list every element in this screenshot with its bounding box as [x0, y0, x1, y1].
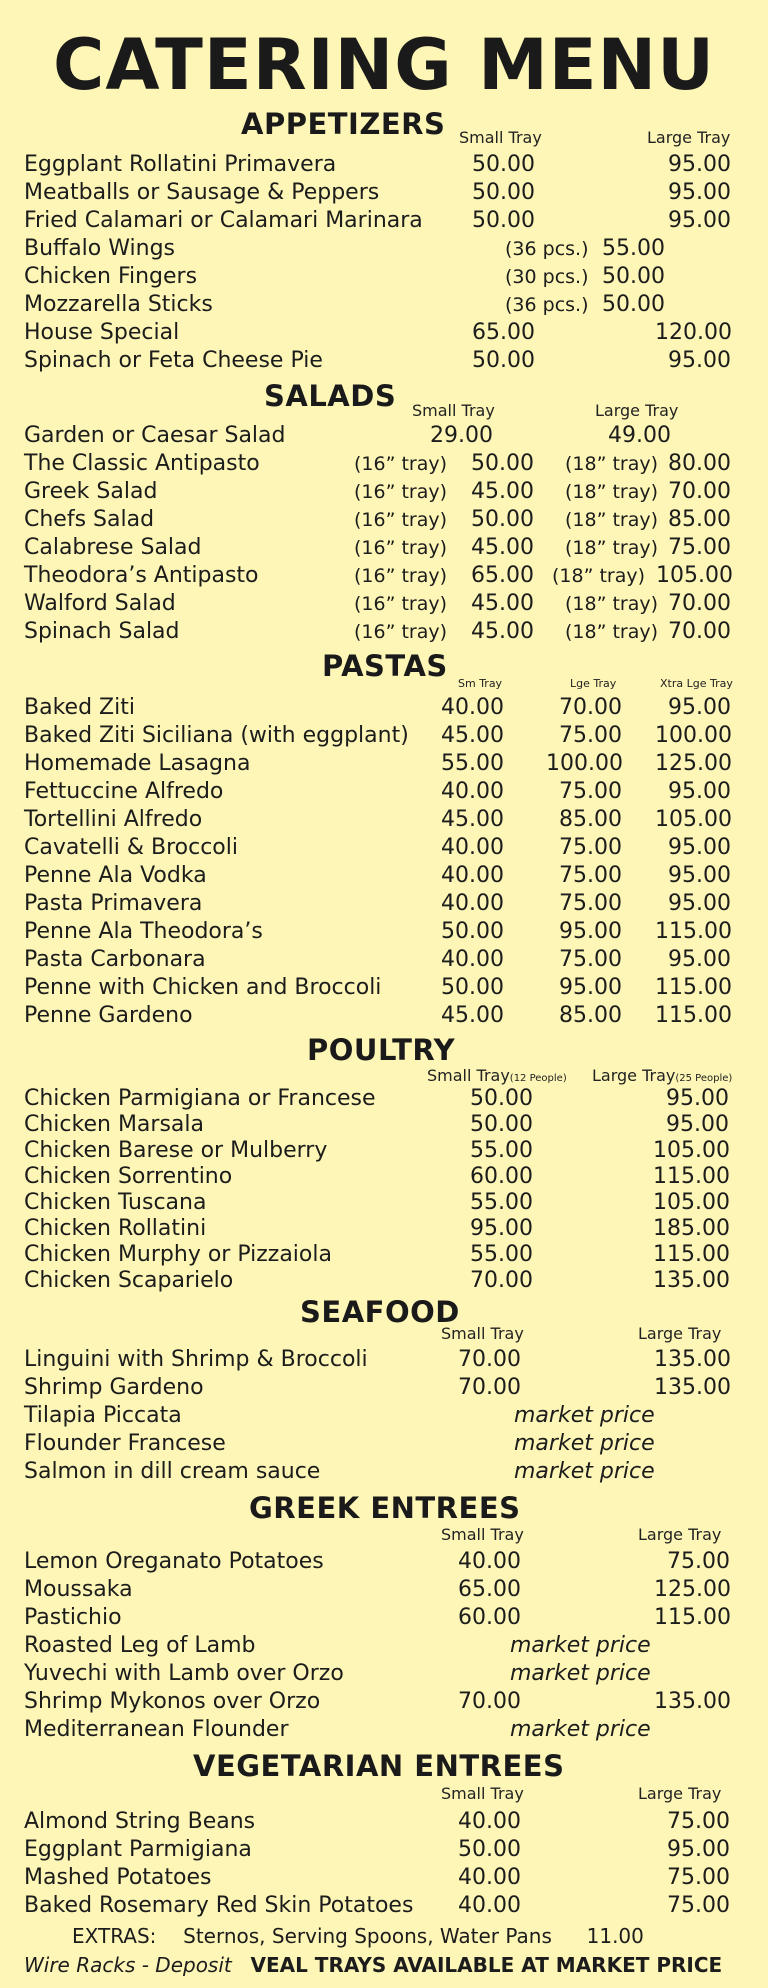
small-tray-price: 65.00 — [472, 320, 535, 345]
item-name: Mashed Potatoes — [24, 1865, 212, 1890]
xtra-lge-tray-price: 95.00 — [668, 891, 731, 916]
item-name: Moussaka — [24, 1577, 133, 1602]
large-tray-size: (18” tray) — [552, 565, 646, 587]
xtra-lge-tray-price: 105.00 — [655, 807, 732, 832]
small-tray-price: 55.00 — [470, 1190, 533, 1215]
item-name: Chicken Marsala — [24, 1112, 204, 1137]
item-name: Eggplant Parmigiana — [24, 1837, 252, 1862]
poultry-small-tray-label: Small Tray — [427, 1066, 510, 1085]
xtra-lge-tray-price: 95.00 — [668, 779, 731, 804]
appetizers-small-tray-header: Small Tray — [459, 128, 542, 147]
small-tray-price: 45.00 — [471, 535, 534, 560]
sm-tray-price: 55.00 — [441, 751, 504, 776]
large-tray-price: 95.00 — [666, 1112, 729, 1137]
xtra-lge-tray-price: 95.00 — [668, 835, 731, 860]
item-name: Calabrese Salad — [24, 535, 202, 560]
market-price: market price — [510, 1661, 651, 1686]
seafood-small-tray-header: Small Tray — [441, 1324, 524, 1343]
footer-note — [24, 1955, 722, 1975]
small-tray-price: 70.00 — [470, 1268, 533, 1293]
lge-tray-price: 95.00 — [559, 975, 622, 1000]
small-tray-price: 70.00 — [458, 1689, 521, 1714]
item-name: Lemon Oreganato Potatoes — [24, 1549, 324, 1574]
sm-tray-price: 45.00 — [441, 807, 504, 832]
large-tray-size: (18” tray) — [565, 509, 659, 531]
xtra-lge-tray-price: 95.00 — [668, 947, 731, 972]
item-name: Linguini with Shrimp & Broccoli — [24, 1347, 368, 1372]
item-name: Fettuccine Alfredo — [24, 779, 224, 804]
xtra-lge-tray-price: 115.00 — [655, 1003, 732, 1028]
small-tray-price: 29.00 — [430, 423, 493, 448]
section-title-greek-entrees: GREEK ENTREES — [249, 1491, 521, 1525]
sm-tray-price: 50.00 — [441, 919, 504, 944]
large-tray-size: (18” tray) — [565, 621, 659, 643]
large-tray-size: (18” tray) — [565, 537, 659, 559]
price: 55.00 — [602, 236, 665, 261]
large-tray-price: 125.00 — [654, 1577, 731, 1602]
large-tray-price: 70.00 — [668, 591, 731, 616]
small-tray-price: 50.00 — [470, 1086, 533, 1111]
sm-tray-price: 40.00 — [441, 947, 504, 972]
section-title-seafood: SEAFOOD — [300, 1295, 460, 1329]
item-name: Chicken Scaparielo — [24, 1268, 234, 1293]
small-tray-size: (16” tray) — [354, 481, 448, 503]
item-name: Homemade Lasagna — [24, 751, 251, 776]
small-tray-size: (16” tray) — [354, 537, 448, 559]
item-name: Chicken Murphy or Pizzaiola — [24, 1242, 332, 1267]
item-name: Penne with Chicken and Broccoli — [24, 975, 382, 1000]
large-tray-price: 135.00 — [654, 1347, 731, 1372]
appetizers-large-tray-header: Large Tray — [647, 128, 731, 147]
xtra-lge-tray-price: 125.00 — [655, 751, 732, 776]
lge-tray-price: 75.00 — [559, 835, 622, 860]
large-tray-price: 135.00 — [654, 1375, 731, 1400]
sm-tray-price: 40.00 — [441, 695, 504, 720]
small-tray-price: 50.00 — [470, 1112, 533, 1137]
item-name: Baked Rosemary Red Skin Potatoes — [24, 1893, 414, 1918]
item-name: Penne Ala Theodora’s — [24, 919, 263, 944]
item-name: Fried Calamari or Calamari Marinara — [24, 208, 423, 233]
small-tray-price: 50.00 — [472, 348, 535, 373]
item-name: Eggplant Rollatini Primavera — [24, 152, 337, 177]
item-name: Cavatelli & Broccoli — [24, 835, 238, 860]
item-name: Chicken Tuscana — [24, 1190, 207, 1215]
small-tray-price: 65.00 — [458, 1577, 521, 1602]
greek-large-tray-header: Large Tray — [638, 1525, 722, 1544]
xtra-lge-tray-price: 115.00 — [655, 975, 732, 1000]
large-tray-price: 95.00 — [667, 1837, 730, 1862]
section-title-appetizers: APPETIZERS — [241, 107, 446, 141]
small-tray-price: 60.00 — [458, 1605, 521, 1630]
item-name: Almond String Beans — [24, 1809, 256, 1834]
item-name: Baked Ziti Siciliana (with eggplant) — [24, 723, 409, 748]
lge-tray-price: 85.00 — [559, 807, 622, 832]
extras-label: EXTRAS: — [72, 1924, 157, 1948]
small-tray-price: 65.00 — [471, 563, 534, 588]
small-tray-price: 50.00 — [471, 507, 534, 532]
section-title-poultry: POULTRY — [307, 1033, 456, 1067]
item-name: Meatballs or Sausage & Peppers — [24, 180, 380, 205]
price: 50.00 — [602, 264, 665, 289]
sm-tray-price: 40.00 — [441, 779, 504, 804]
item-name: Spinach Salad — [24, 619, 180, 644]
item-name: Pastichio — [24, 1605, 122, 1630]
item-name: Chefs Salad — [24, 507, 155, 532]
small-tray-size: (16” tray) — [354, 509, 448, 531]
salads-large-tray-header: Large Tray — [595, 401, 679, 420]
small-tray-price: 50.00 — [471, 451, 534, 476]
item-name: Penne Gardeno — [24, 1003, 193, 1028]
large-tray-price: 95.00 — [668, 180, 731, 205]
item-name: Salmon in dill cream sauce — [24, 1459, 321, 1484]
item-name: Chicken Sorrentino — [24, 1164, 233, 1189]
veal-trays-note: VEAL TRAYS AVAILABLE AT MARKET PRICE — [250, 1953, 723, 1977]
small-tray-price: 95.00 — [470, 1216, 533, 1241]
small-tray-price: 50.00 — [472, 152, 535, 177]
greek-small-tray-header: Small Tray — [441, 1525, 524, 1544]
extras-line — [72, 1926, 644, 1946]
large-tray-price: 75.00 — [667, 1809, 730, 1834]
xtra-lge-tray-price: 115.00 — [655, 919, 732, 944]
large-tray-price: 135.00 — [654, 1689, 731, 1714]
item-name: Spinach or Feta Cheese Pie — [24, 348, 323, 373]
salads-small-tray-header: Small Tray — [412, 401, 495, 420]
poultry-large-tray-note: (25 People) — [675, 1073, 733, 1084]
section-title-salads: SALADS — [264, 379, 397, 413]
small-tray-price: 45.00 — [471, 479, 534, 504]
large-tray-price: 115.00 — [653, 1164, 730, 1189]
large-tray-price: 105.00 — [656, 563, 733, 588]
small-tray-price: 70.00 — [458, 1347, 521, 1372]
market-price: market price — [514, 1431, 655, 1456]
item-name: House Special — [24, 320, 180, 345]
large-tray-size: (18” tray) — [565, 453, 659, 475]
large-tray-price: 185.00 — [653, 1216, 730, 1241]
large-tray-price: 95.00 — [668, 348, 731, 373]
item-name: Tilapia Piccata — [24, 1403, 182, 1428]
item-name: Greek Salad — [24, 479, 158, 504]
market-price: market price — [514, 1459, 655, 1484]
sm-tray-price: 40.00 — [441, 891, 504, 916]
large-tray-price: 49.00 — [608, 423, 671, 448]
item-name: Roasted Leg of Lamb — [24, 1633, 256, 1658]
item-name: Shrimp Mykonos over Orzo — [24, 1689, 321, 1714]
small-tray-price: 45.00 — [471, 619, 534, 644]
large-tray-size: (18” tray) — [565, 593, 659, 615]
item-name: Pasta Primavera — [24, 891, 203, 916]
item-name: The Classic Antipasto — [24, 451, 260, 476]
large-tray-price: 75.00 — [668, 535, 731, 560]
price: 50.00 — [602, 292, 665, 317]
lge-tray-price: 75.00 — [559, 779, 622, 804]
small-tray-price: 50.00 — [472, 208, 535, 233]
small-tray-price: 40.00 — [458, 1865, 521, 1890]
market-price: market price — [510, 1717, 651, 1742]
lge-tray-price: 75.00 — [559, 863, 622, 888]
large-tray-price: 95.00 — [666, 1086, 729, 1111]
small-tray-price: 70.00 — [458, 1375, 521, 1400]
extras-price: 11.00 — [586, 1924, 644, 1948]
sm-tray-price: 40.00 — [441, 863, 504, 888]
sm-tray-price: 45.00 — [441, 1003, 504, 1028]
large-tray-price: 75.00 — [667, 1893, 730, 1918]
pastas-xtra-lge-tray-header: Xtra Lge Tray — [660, 677, 733, 690]
item-name: Theodora’s Antipasto — [24, 563, 259, 588]
pastas-lge-tray-header: Lge Tray — [570, 677, 617, 690]
piece-count: (30 pcs.) — [505, 266, 589, 288]
poultry-small-tray-header — [427, 1068, 567, 1084]
large-tray-price: 115.00 — [653, 1242, 730, 1267]
lge-tray-price: 75.00 — [559, 723, 622, 748]
item-name: Shrimp Gardeno — [24, 1375, 204, 1400]
small-tray-price: 45.00 — [471, 591, 534, 616]
sm-tray-price: 50.00 — [441, 975, 504, 1000]
small-tray-price: 40.00 — [458, 1549, 521, 1574]
large-tray-price: 95.00 — [668, 208, 731, 233]
lge-tray-price: 95.00 — [559, 919, 622, 944]
piece-count: (36 pcs.) — [505, 238, 589, 260]
large-tray-price: 70.00 — [668, 479, 731, 504]
item-name: Pasta Carbonara — [24, 947, 206, 972]
lge-tray-price: 75.00 — [559, 947, 622, 972]
xtra-lge-tray-price: 100.00 — [655, 723, 732, 748]
small-tray-price: 50.00 — [458, 1837, 521, 1862]
lge-tray-price: 85.00 — [559, 1003, 622, 1028]
small-tray-price: 50.00 — [472, 180, 535, 205]
item-name: Buffalo Wings — [24, 236, 175, 261]
item-name: Mediterranean Flounder — [24, 1717, 289, 1742]
item-name: Mozzarella Sticks — [24, 292, 213, 317]
item-name: Yuvechi with Lamb over Orzo — [24, 1661, 344, 1686]
large-tray-price: 135.00 — [653, 1268, 730, 1293]
poultry-large-tray-header — [592, 1068, 732, 1084]
sm-tray-price: 45.00 — [441, 723, 504, 748]
sm-tray-price: 40.00 — [441, 835, 504, 860]
large-tray-price: 70.00 — [668, 619, 731, 644]
item-name: Chicken Rollatini — [24, 1216, 207, 1241]
large-tray-price: 120.00 — [655, 320, 732, 345]
xtra-lge-tray-price: 95.00 — [668, 695, 731, 720]
section-title-pastas: PASTAS — [322, 649, 448, 683]
vegetarian-large-tray-header: Large Tray — [638, 1784, 722, 1803]
poultry-large-tray-label: Large Tray — [592, 1066, 676, 1085]
item-name: Chicken Barese or Mulberry — [24, 1138, 328, 1163]
market-price: market price — [514, 1403, 655, 1428]
small-tray-price: 40.00 — [458, 1893, 521, 1918]
item-name: Chicken Parmigiana or Francese — [24, 1086, 376, 1111]
small-tray-size: (16” tray) — [354, 621, 448, 643]
small-tray-size: (16” tray) — [354, 453, 448, 475]
lge-tray-price: 100.00 — [546, 751, 623, 776]
lge-tray-price: 70.00 — [559, 695, 622, 720]
large-tray-price: 95.00 — [668, 152, 731, 177]
item-name: Penne Ala Vodka — [24, 863, 207, 888]
item-name: Garden or Caesar Salad — [24, 423, 286, 448]
small-tray-price: 60.00 — [470, 1164, 533, 1189]
item-name: Walford Salad — [24, 591, 176, 616]
page-title: CATERING MENU — [53, 24, 715, 106]
vegetarian-small-tray-header: Small Tray — [441, 1784, 524, 1803]
small-tray-price: 55.00 — [470, 1242, 533, 1267]
pastas-sm-tray-header: Sm Tray — [458, 677, 503, 690]
seafood-large-tray-header: Large Tray — [638, 1324, 722, 1343]
small-tray-size: (16” tray) — [354, 565, 448, 587]
piece-count: (36 pcs.) — [505, 294, 589, 316]
section-title-vegetarian-entrees: VEGETARIAN ENTREES — [193, 1749, 565, 1783]
small-tray-price: 55.00 — [470, 1138, 533, 1163]
large-tray-price: 115.00 — [654, 1605, 731, 1630]
item-name: Tortellini Alfredo — [24, 807, 203, 832]
small-tray-price: 40.00 — [458, 1809, 521, 1834]
lge-tray-price: 75.00 — [559, 891, 622, 916]
item-name: Flounder Francese — [24, 1431, 226, 1456]
item-name: Baked Ziti — [24, 695, 135, 720]
item-name: Chicken Fingers — [24, 264, 198, 289]
large-tray-price: 75.00 — [667, 1865, 730, 1890]
large-tray-price: 105.00 — [653, 1138, 730, 1163]
xtra-lge-tray-price: 95.00 — [668, 863, 731, 888]
small-tray-size: (16” tray) — [354, 593, 448, 615]
large-tray-size: (18” tray) — [565, 481, 659, 503]
large-tray-price: 80.00 — [668, 451, 731, 476]
large-tray-price: 85.00 — [668, 507, 731, 532]
large-tray-price: 105.00 — [653, 1190, 730, 1215]
wire-racks-deposit: Wire Racks - Deposit — [24, 1953, 232, 1977]
poultry-small-tray-note: (12 People) — [509, 1073, 567, 1084]
market-price: market price — [510, 1633, 651, 1658]
extras-items: Sternos, Serving Spoons, Water Pans — [183, 1924, 552, 1948]
large-tray-price: 75.00 — [667, 1549, 730, 1574]
